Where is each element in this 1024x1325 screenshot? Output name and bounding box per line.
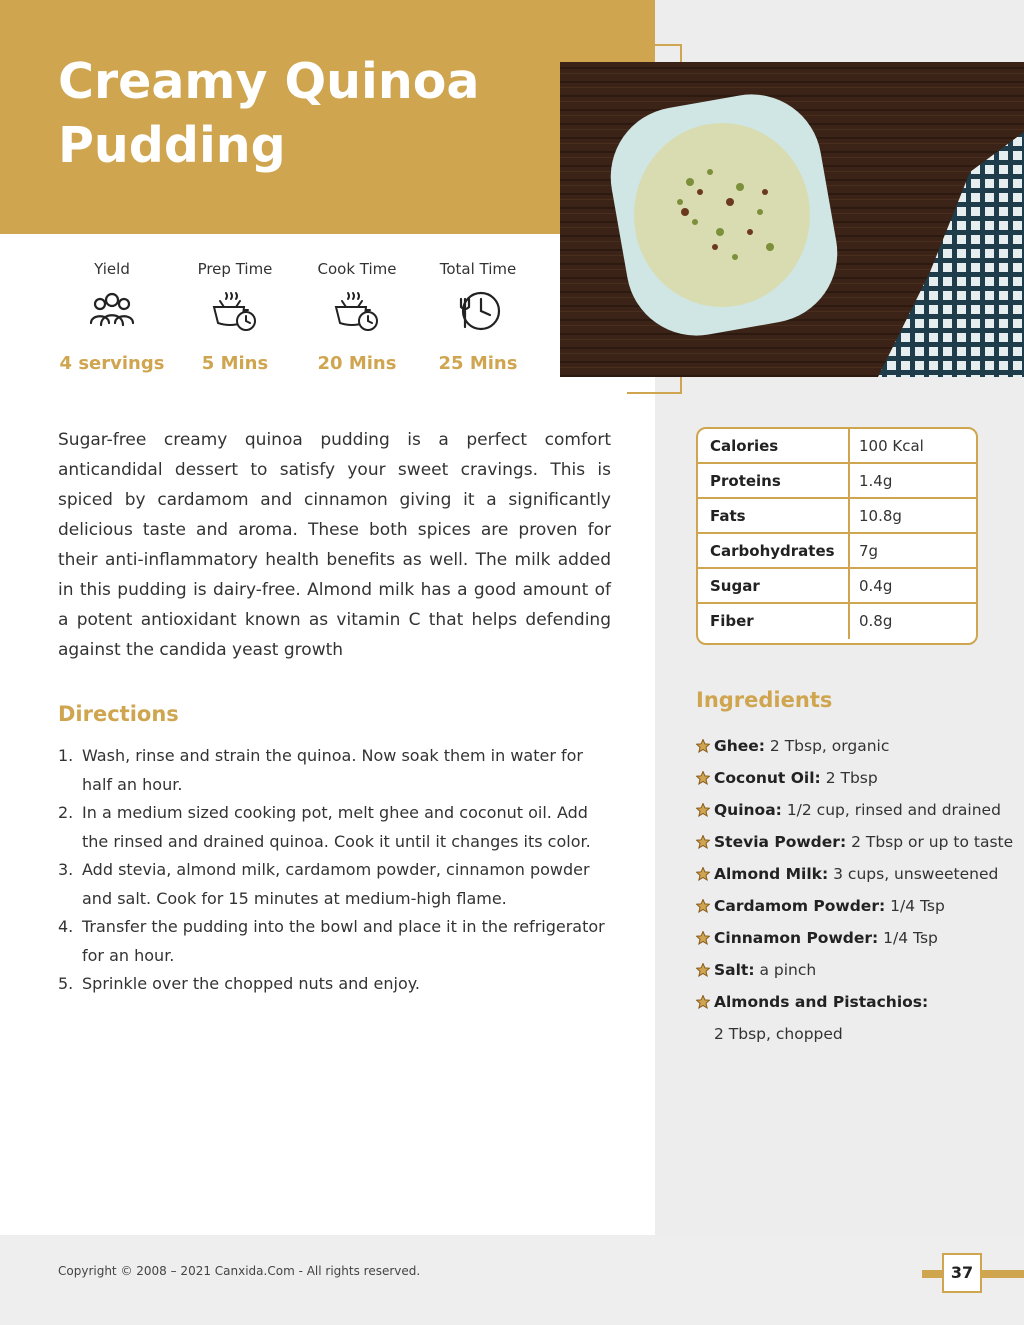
nutrient-name: Carbohydrates — [698, 534, 850, 567]
ingredient-detail: 1/4 Tsp — [890, 897, 945, 915]
ingredient-detail: 2 Tbsp — [825, 769, 878, 787]
step-text: In a medium sized cooking pot, melt ghee and coconut oil. Add the rinsed and drained quinoa. Cook it until it changes its color. — [82, 803, 591, 851]
pan-timer-icon — [332, 287, 382, 335]
direction-step — [58, 742, 611, 799]
people-icon — [87, 287, 137, 335]
nutrient-name: Calories — [698, 429, 850, 462]
stat-value: 4 servings — [59, 353, 165, 374]
quinoa-pudding-bowl-photo — [560, 62, 1024, 377]
ingredient-item — [696, 890, 1024, 922]
intro-paragraph: Sugar-free creamy quinoa pudding is a perfect comfort anticandidal dessert to satisfy your sweet cravings. This is spiced by cardamom and cinnamon giving it a significantly delicious taste and aroma. These both spices are proven for their anti-inflammatory health benefits as well. The milk added in this pudding is dairy-free. Almond milk has a good amount of a potent antioxidant known as vitamin C that helps defending against the candida yeast growth — [58, 430, 611, 660]
star-icon — [696, 867, 710, 881]
nutrient-value: 0.8g — [859, 612, 893, 630]
stat-yield — [52, 260, 172, 374]
stat-label: Yield — [94, 260, 130, 278]
nutrient-name: Proteins — [698, 464, 850, 497]
stat-cook-time — [297, 260, 417, 374]
stat-label: Cook Time — [317, 260, 397, 278]
ingredient-detail: 1/2 cup, rinsed and drained — [786, 801, 1001, 819]
star-icon — [696, 739, 710, 753]
nutrition-row — [698, 429, 976, 464]
step-number: 5. — [58, 974, 74, 993]
nutrient-value: 0.4g — [859, 577, 893, 595]
star-icon — [696, 771, 710, 785]
ingredient-detail: a pinch — [759, 961, 817, 979]
ingredient-detail: 2 Tbsp, organic — [769, 737, 890, 755]
star-icon — [696, 803, 710, 817]
ingredient-name: Cinnamon Powder: — [714, 929, 879, 947]
ingredients-list — [696, 730, 1024, 1050]
directions-heading: Directions — [58, 702, 179, 726]
ingredient-name: Cardamom Powder: — [714, 897, 886, 915]
ingredient-item — [696, 858, 1024, 890]
page-number: 37 — [942, 1253, 982, 1293]
ingredient-detail: 2 Tbsp or up to taste — [851, 833, 1014, 851]
ingredients-heading: Ingredients — [696, 688, 833, 712]
nutrient-value: 1.4g — [859, 472, 893, 490]
star-icon — [696, 931, 710, 945]
footer-background — [0, 1235, 1024, 1325]
step-text: Sprinkle over the chopped nuts and enjoy. — [82, 974, 421, 993]
stat-value: 25 Mins — [438, 353, 518, 374]
ingredient-name: Salt: — [714, 961, 755, 979]
stat-label: Total Time — [439, 260, 517, 278]
nutrition-table — [696, 427, 978, 645]
ingredient-item — [696, 730, 1024, 762]
pan-timer-icon — [210, 287, 260, 335]
nutrient-name: Fiber — [698, 604, 850, 639]
ingredient-name: Ghee: — [714, 737, 765, 755]
step-number: 2. — [58, 803, 74, 822]
step-number: 3. — [58, 860, 74, 879]
ingredient-item — [696, 826, 1024, 858]
stat-label: Prep Time — [197, 260, 273, 278]
ingredient-name: Almonds and Pistachios: — [714, 993, 929, 1011]
nutrient-name: Fats — [698, 499, 850, 532]
nutrition-row — [698, 464, 976, 499]
step-text: Wash, rinse and strain the quinoa. Now soak them in water for half an hour. — [82, 746, 584, 794]
stat-value: 20 Mins — [317, 353, 397, 374]
directions-list — [58, 742, 611, 999]
ingredient-item — [696, 762, 1024, 794]
ingredient-name: Quinoa: — [714, 801, 782, 819]
stat-total-time — [418, 260, 538, 374]
direction-step — [58, 799, 611, 856]
direction-step — [58, 856, 611, 913]
nutrition-row — [698, 499, 976, 534]
ingredient-detail: 3 cups, unsweetened — [833, 865, 999, 883]
step-number: 1. — [58, 746, 74, 765]
ingredient-item — [696, 922, 1024, 954]
direction-step — [58, 913, 611, 970]
star-icon — [696, 963, 710, 977]
nutrient-name: Sugar — [698, 569, 850, 602]
ingredient-name: Coconut Oil: — [714, 769, 821, 787]
direction-step — [58, 970, 611, 999]
page-title: Creamy Quinoa Pudding — [58, 53, 480, 174]
star-icon — [696, 835, 710, 849]
stat-value: 5 Mins — [201, 353, 269, 374]
ingredient-item — [696, 954, 1024, 986]
nutrient-value: 100 Kcal — [859, 437, 924, 455]
star-icon — [696, 995, 710, 1009]
ingredient-item — [696, 986, 1024, 1050]
step-number: 4. — [58, 917, 74, 936]
ingredient-detail: 1/4 Tsp — [883, 929, 938, 947]
nutrition-row — [698, 534, 976, 569]
step-text: Add stevia, almond milk, cardamom powder, cinnamon powder and salt. Cook for 15 minutes at medium-high flame. — [82, 860, 590, 908]
clock-cutlery-icon — [453, 287, 503, 335]
nutrient-value: 10.8g — [859, 507, 902, 525]
nutrition-row — [698, 569, 976, 604]
title-band — [0, 0, 655, 234]
ingredient-detail: 2 Tbsp, chopped — [714, 1025, 843, 1043]
copyright-text: Copyright © 2008 – 2021 Canxida.Com - All rights reserved. — [58, 1264, 421, 1278]
stat-prep-time — [175, 260, 295, 374]
nutrient-value: 7g — [859, 542, 879, 560]
nutrition-row — [698, 604, 976, 639]
star-icon — [696, 899, 710, 913]
ingredient-item — [696, 794, 1024, 826]
step-text: Transfer the pudding into the bowl and place it in the refrigerator for an hour. — [82, 917, 605, 965]
ingredient-name: Stevia Powder: — [714, 833, 847, 851]
ingredient-name: Almond Milk: — [714, 865, 829, 883]
